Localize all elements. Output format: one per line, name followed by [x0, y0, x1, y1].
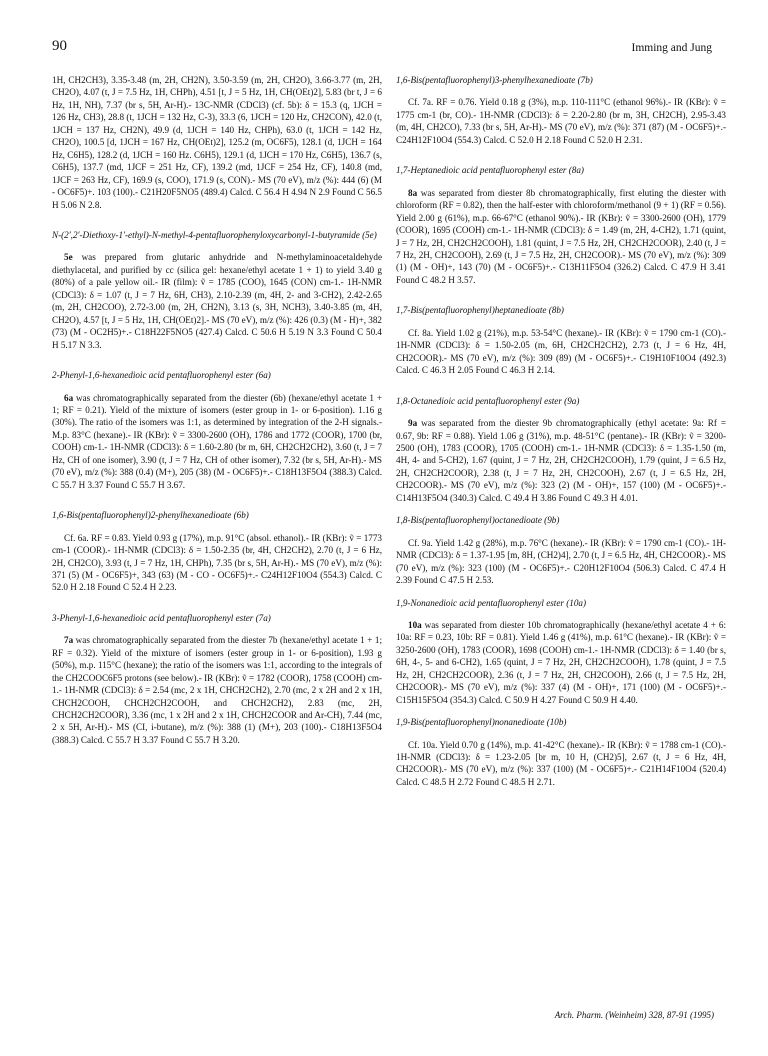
running-head-authors: Imming and Jung [631, 42, 712, 54]
page-header [52, 38, 712, 60]
section-body [52, 392, 382, 492]
section-title: 1,7-Bis(pentafluorophenyl)heptanedioate (8b) [396, 305, 564, 316]
section-7b [396, 74, 726, 146]
section-title: 1,7-Heptanedioic acid pentafluorophenyl ester (8a) [396, 165, 584, 176]
section-body [396, 96, 726, 146]
compound-label: 8a [408, 187, 418, 198]
compound-label: 5e [64, 252, 73, 263]
section-10b [396, 716, 726, 788]
section-title: 3-Phenyl-1,6-hexanedioic acid pentafluorophenyl ester (7a) [52, 612, 271, 623]
section-title: 1,6-Bis(pentafluorophenyl)2-phenylhexanedioate (6b) [52, 510, 249, 521]
section-body [396, 187, 726, 287]
continuation-paragraph: 1H, CH2CH3), 3.35-3.48 (m, 2H, CH2N), 3.50-3.59 (m, 2H, CH2O), 3.66-3.77 (m, 2H, CH2O), 4.07 (t, J = 7.5 Hz, 1H, CHPh), 4.51 [t, J = 5 Hz, 1H, CH(OEt)2], 5.83 (br t, J = 6 Hz, 1H, NH), 7.37 (br s, 5H, Ar-H).- 13C-NMR (CDCl3) (cf. 5b): δ = 15.3 (q, 1JCH = 126 Hz, CH3), 28.8 (t, 1JCH = 132 Hz, C-3), 33.3 (6, 1JCH = 120 Hz, CH2CON), 42.0 (t, 1JCH = 137 Hz, CH2N), 49.9 (d, 1JCH = 140 Hz, CHPh), 63.0 (t, 1JCH = 142 Hz, CH2O), 100.5 [d, 1JCH = 167 Hz, CH(OEt)2], 125.2 (m, OC6F5), 128.1 (d, 1JCH = 164 Hz, C6H5), 128.2 (d, 1JCH = 160 Hz. C6H5), 129.1 (d, 1JCH = 170 Hz, C6H5), 136.7 (s, C6H5), 137.7 (md, 1JCF = 251 Hz, CF), 139.2 (md, 1JCF = 254 Hz, CF), 140.8 (md, 1JCF = 263 Hz, CF), 169.9 (s, COO), 171.9 (s, CON).- MS (70 eV), m/z (%): 444 (6) (M - OC6F5)+. 103 (100).- C21H20F5NO5 (489.4) Calcd. C 56.4 H 4.94 N 2.9 Found C 56.5 H 5.06 N 2.8. [52, 75, 382, 210]
section-title: 1,6-Bis(pentafluorophenyl)3-phenylhexanedioate (7b) [396, 75, 593, 85]
section-5e [52, 229, 382, 351]
compound-label: 7a [64, 635, 74, 646]
section-title: 2-Phenyl-1,6-hexanedioic acid pentafluorophenyl ester (6a) [52, 370, 271, 381]
section-title: 1,8-Bis(pentafluorophenyl)octanedioate (9b) [396, 515, 560, 526]
section-body [52, 634, 382, 746]
section-text: was chromatographically separated from the diester (6b) (hexane/ethyl acetate 1 + 1; RF = 0.21). Yield of the mixture of isomers (ester group in 1- or 6-position). 1.16 g (30%). The ratio of the isomers was 1:1, as determined by integration of the 2-H signals.- M.p. 83°C (hexane).- IR (KBr): ṽ = 3300-2600 (OH), 1786 and 1772 (COOR), 1700 (br, COOH) cm-1.- 1H-NMR (CDCl3): δ = 1.60-2.80 (br m, 6H, CH2CH2CH2), 3.60 (t, J = 7 Hz, CH of one isomer), 3.90 (t, J = 7 Hz, CH of other isomer), 7.32 (br s, 5H, Ar-H).- MS (70 eV), m/z (%): 388 (0.4) (M+), 205 (38) (M - OC6F5)+.- C18H13F5O4 (388.3) Calcd. C 55.7 H 3.37 Found C 55.7 H 3.67. [52, 392, 382, 490]
section-text: Cf. 6a. RF = 0.83. Yield 0.93 g (17%), m.p. 91°C (absol. ethanol).- IR (KBr): ṽ = 1773 cm-1 (COOR).- 1H-NMR (CDCl3): δ = 1.50-2.35 (br, 4H, CH2CH2), 2.70 (t, J = 6 Hz, 2H, CH2CO), 3.93 (t, J = 7 Hz, 1H, CHPh), 7.35 (br s, 5H, Ar-H).- MS (70 eV), m/z (%): 371 (5) (M - OC6F5)+, 343 (63) (M - CO - OC6F5)+.- C24H12F10O4 (554.3) Calcd. C 52.0 H 2.18 Found C 52.4 H 2.23. [52, 532, 382, 593]
section-title: 1,9-Bis(pentafluorophenyl)nonanedioate (10b) [396, 717, 567, 728]
compound-label: 9a [408, 418, 418, 429]
section-text: was separated from diester 10b chromatographically (hexane/ethyl acetate 4 + 6: 10a: RF = 0.23, 10b: RF = 0.81). Yield 1.46 g (41%), m.p. 61°C (hexane).- IR (KBr): ṽ = 3250-2600 (OH), 1783 (COOR), 1698 (COOH) cm-1.- 1H-NMR (CDCl3): δ = 1.40 (br s, 6H, 4-, 5- and 6-CH2), 1.65 (quint, J = 7 Hz, 2H, CH2CH2COOH), 1.78 (quint, J = 7.5 Hz, 2H, CH2CH2COOR), 2.36 (t, J = 7 Hz, 2H, CH2COOH), 2.66 (t, J = 7.5 Hz, 2H, CH2COOR).- MS (70 eV), m/z (%): 337 (4) (M - OH)+, 171 (100) (M - OC6F5)+.- C15H15F5O4 (354.3) Calcd. C 50.9 H 4.27 Found C 50.9 H 4.40. [396, 619, 726, 705]
section-text: Cf. 10a. Yield 0.70 g (14%), m.p. 41-42°C (hexane).- IR (KBr): ṽ = 1788 cm-1 (CO).- 1H-NMR (CDCl3): δ = 1.23-2.05 [br m, 10 H, (CH2)5], 2.67 (t, J = 6 Hz, 4H, CH2COOR).- MS (70 eV), m/z (%): 337 (100) (M - OC6F5)+.- C21H14F10O4 (520.4) Calcd. C 48.5 H 2.72 Found C 48.5 H 2.71. [396, 739, 726, 787]
section-title: N-(2',2'-Diethoxy-1'-ethyl)-N-methyl-4-pentafluorophenyloxycarbonyl-1-butyramide (5e) [52, 229, 377, 240]
section-body [396, 739, 726, 789]
section-text: was separated from diester 8b chromatographically, first eluting the diester with chloroform (RF = 0.82), then the half-ester with chloroform/methanol (9 + 1) (RF = 0.56). Yield 2.00 g (61%), m.p. 66-67°C (ethanol 90%).- IR (KBr): ṽ = 3300-2600 (OH), 1779 (COOR), 1695 (COOH) cm-1.- 1H-NMR (CDCl3): δ = 1.49 (m, 2H, 4-CH2), 1.71 (quint, J = 7 Hz, 2H, CH2CH2COOH), 1.81 (quint, J = 7.5 Hz, 2H, CH2CH2COOR), 2.40 (t, J = 7 Hz, 2H, CH2COOH), 2.69 (t, J = 7.5 Hz, 2H, CH2COOR).- MS (70 eV), m/z (%): 309 (1) (M - OH)+, 143 (70) (M - OC6F5)+.- C13H11F5O4 (326.2) Calcd. C 47.9 H 3.41 Found C 48.2 H 3.57. [396, 187, 726, 285]
right-column [396, 74, 726, 788]
section-body [52, 251, 382, 351]
section-body [396, 537, 726, 587]
section-text: Cf. 7a. RF = 0.76. Yield 0.18 g (3%), m.p. 110-111°C (ethanol 96%).- IR (KBr): ṽ = 1775 cm-1 (br, CO).- 1H-NMR (CDCl3): δ = 2.20-2.80 (br m, 3H, CH2CH), 2.95-3.43 (m, 4H, CH2CO), 7.33 (br s, 5H, Ar-H).- MS (70 eV), m/z (%): 371 (87) (M - OC6F5)+.- C24H12F10O4 (554.3) Calcd. C 52.0 H 2.18 Found C 52.0 H 2.31. [396, 97, 726, 145]
section-6b [52, 509, 382, 594]
section-text: was separated from the diester 9b chromatographically (ethyl acetate: 9a: Rf = 0.67, 9b: RF = 0.88). Yield 1.06 g (31%), m.p. 48-51°C (pentane).- IR (KBr): ṽ = 3200-2500 (OH), 1783 (COOR), 1705 (COOH) cm-1.- 1H-NMR (CDCl3): δ = 1.35-1.50 (m, 4H, 4- and 5-CH2), 1.67 (quint, J = 7 Hz, 2H, CH2CH2COOH), 1.79 (quint, J = 6.5 Hz, 2H, CH2CH2COOR), 2.38 (t, J = 7 Hz, 2H, CH2COOH), 2.67 (t, J = 6.5 Hz, 2H, CH2COOR).- MS (70 eV), m/z (%): 323 (2) (M - OH)+, 157 (100) (M - OC6F5)+.- C14H13F5O4 (340.3) Calcd. C 49.4 H 3.86 Found C 49.3 H 4.01. [396, 418, 726, 503]
compound-label: 6a [64, 392, 74, 403]
section-8a [396, 164, 726, 286]
section-8b [396, 304, 726, 376]
journal-citation: Arch. Pharm. (Weinheim) 328, 87-91 (1995) [554, 1010, 714, 1020]
section-body [396, 417, 726, 504]
section-text: was prepared from glutaric anhydride and N-methylaminoacetaldehyde diethylacetal, and purified by cc (silica gel: hexane/ethyl acetate 1 + 1) to yield 3.40 g (80%) of a pale yellow oil.- IR (film): ṽ = 1785 (COO), 1645 (CON) cm-1.- 1H-NMR (CDCl3): δ = 1.07 (t, J = 7 Hz, 6H, CH3), 2.10-2.39 (m, 4H, 2- and 3-CH2), 2.42-2.65 (m, 2H, CH2COO), 2.72-3.00 (m, 2H, CH2N), 3.13 (s, 3H, NCH3), 3.40-3.85 (m, 4H, CH2O), 4.57 [t, J = 5 Hz, 1H, CH(OEt)2].- MS (70 eV), m/z (%): 426 (0.3) (M - H)+, 382 (73) (M - OC2H5)+.- C18H22F5NO5 (427.4) Calcd. C 50.6 H 5.19 N 3.3 Found C 50.4 H 5.17 N 3.3. [52, 252, 382, 350]
section-9b [396, 514, 726, 586]
section-9a [396, 395, 726, 505]
compound-label: 10a [408, 619, 422, 630]
section-10a [396, 597, 726, 707]
section-title: 1,9-Nonanedioic acid pentafluorophenyl ester (10a) [396, 597, 586, 608]
section-title: 1,8-Octanedioic acid pentafluorophenyl ester (9a) [396, 395, 580, 406]
section-6a [52, 369, 382, 491]
section-text: Cf. 9a. Yield 1.42 g (28%), m.p. 76°C (hexane).- IR (KBr): ṽ = 1790 cm-1 (CO).- 1H-NMR (CDCl3): δ = 1.37-1.95 [m, 8H, (CH2)4], 2.70 (t, J = 6.5 Hz, 4H, CH2COOR).- MS (70 eV), m/z (%): 323 (100) (M - OC6F5)+.- C20H12F10O4 (506.3) Calcd. C 47.4 H 2.39 Found C 47.5 H 2.53. [396, 537, 726, 586]
page-number: 90 [52, 38, 67, 54]
section-body [52, 532, 382, 594]
section-text: was chromatographically separated from the diester 7b (hexane/ethyl acetate 1 + 1; RF = 0.32). Yield of the mixture of isomers (ester group in 1- or 6-position), 1.93 g (50%), m.p. 115°C (hexane); the ratio of the isomers was 1:1, according to the integrals of the CH2COOC6F5 protons (see below).- IR (KBr): ṽ = 1782 (COOR), 1758 (COOH) cm-1.- 1H-NMR (CDCl3): δ = 2.54 (mc, 2 x 1H, CHCH2CH2), 2.70 (mc, 2 x 2H and 2 x 1H, CHCH2COOH, CHCH2CH2COOH, and CHCH2CH2), 2.83 (mc, 2H, CHCH2CH2COOR), 3.36 (mc, 1 x 2H and 2 x 1H, CHCH2COOR and Ar-CH), 7.44 (mc, 2 x 5H, Ar-H).- MS (CI, i-butane), m/z (%): 388 (1) (M+), 203 (100).- C18H13F5O4 (388.3) Calcd. C 55.7 H 3.37 Found C 55.7 H 3.20. [52, 635, 382, 745]
section-7a [52, 612, 382, 747]
section-body [396, 327, 726, 377]
section-text: Cf. 8a. Yield 1.02 g (21%), m.p. 53-54°C (hexane).- IR (KBr): ṽ = 1790 cm-1 (CO).- 1H-NMR (CDCl3): δ = 1.50-2.05 (m, 6H, CH2CH2CH2), 2.73 (t, J = 6 Hz, 4H, CH2COOR).- MS (70 eV), m/z (%): 309 (89) (M - OC6F5)+.- C19H10F10O4 (492.3) Calcd. C 46.3 H 2.05 Found C 46.3 H 2.14. [396, 327, 726, 376]
section-body [396, 619, 726, 706]
left-column [52, 74, 382, 746]
